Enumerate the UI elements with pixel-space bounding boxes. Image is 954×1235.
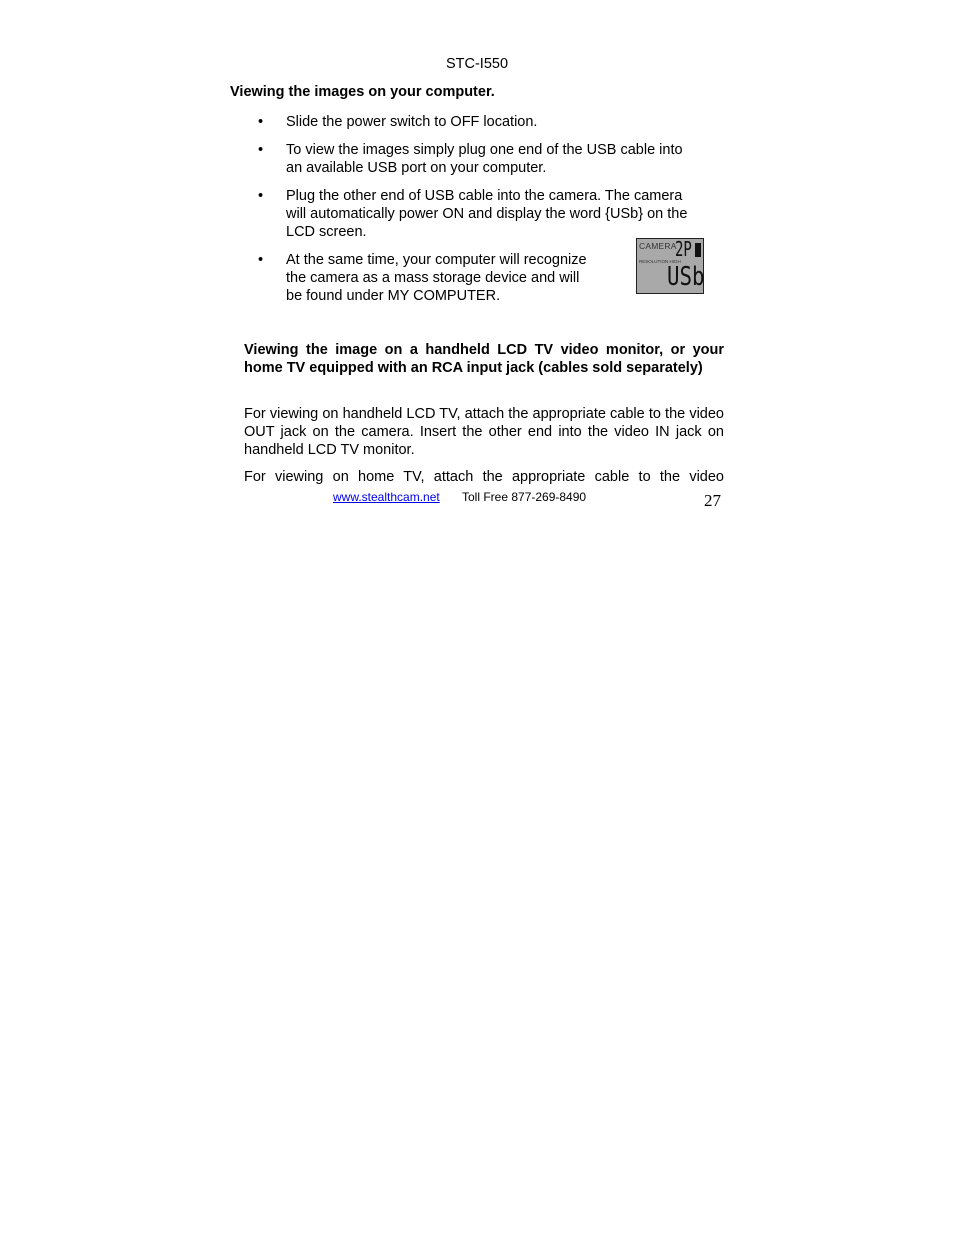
bullet-item-3: [286, 187, 687, 241]
bullet-line: Slide the power switch to OFF location.: [286, 114, 538, 130]
section-heading-computer: Viewing the images on your computer.: [230, 84, 495, 100]
lcd-top-digits: 2P: [675, 237, 692, 261]
paragraph-lcd-tv: For viewing on handheld LCD TV, attach the appropriate cable to the video OUT jack on the camera. Insert the other end into the video IN jack on handheld LCD TV monitor.: [244, 406, 724, 458]
section-heading-tv: Viewing the image on a handheld LCD TV video monitor, or your home TV equipped with an RCA input jack (cables sold separately): [244, 342, 724, 376]
page-number: 27: [704, 491, 721, 510]
bullet-line: LCD screen.: [286, 224, 367, 240]
page-header-model: STC-I550: [445, 56, 509, 72]
footer-phone: Toll Free 877-269-8490: [462, 490, 587, 504]
bullet-marker: •: [258, 114, 264, 130]
bullet-marker: •: [258, 142, 264, 158]
bullet-line: At the same time, your computer will recognize: [286, 252, 587, 268]
battery-icon: [695, 243, 701, 257]
bullet-marker: •: [258, 188, 264, 204]
bullet-line: an available USB port on your computer.: [286, 160, 547, 176]
camera-lcd-usb-image: [636, 238, 704, 294]
bullet-marker: •: [258, 252, 264, 268]
lcd-resolution-label: RESOLUTION HIGH: [639, 259, 681, 264]
bullet-line: be found under MY COMPUTER.: [286, 288, 501, 304]
bullet-line: will automatically power ON and display the word {USb} on the: [286, 206, 688, 222]
bullet-line: To view the images simply plug one end of the USB cable into: [286, 142, 683, 158]
footer-website-link[interactable]: www.stealthcam.net: [333, 490, 440, 504]
lcd-usb-display: USb: [667, 262, 705, 292]
bullet-line: Plug the other end of USB cable into the camera. The camera: [286, 188, 683, 204]
bullet-item-1: [286, 113, 537, 131]
bullet-line: the camera as a mass storage device and will: [286, 270, 580, 286]
lcd-camera-label: CAMERA: [639, 241, 677, 251]
bullet-item-4: [286, 251, 587, 305]
paragraph-home-tv: For viewing on home TV, attach the appropriate cable to the video: [244, 469, 724, 485]
bullet-item-2: [286, 141, 683, 177]
